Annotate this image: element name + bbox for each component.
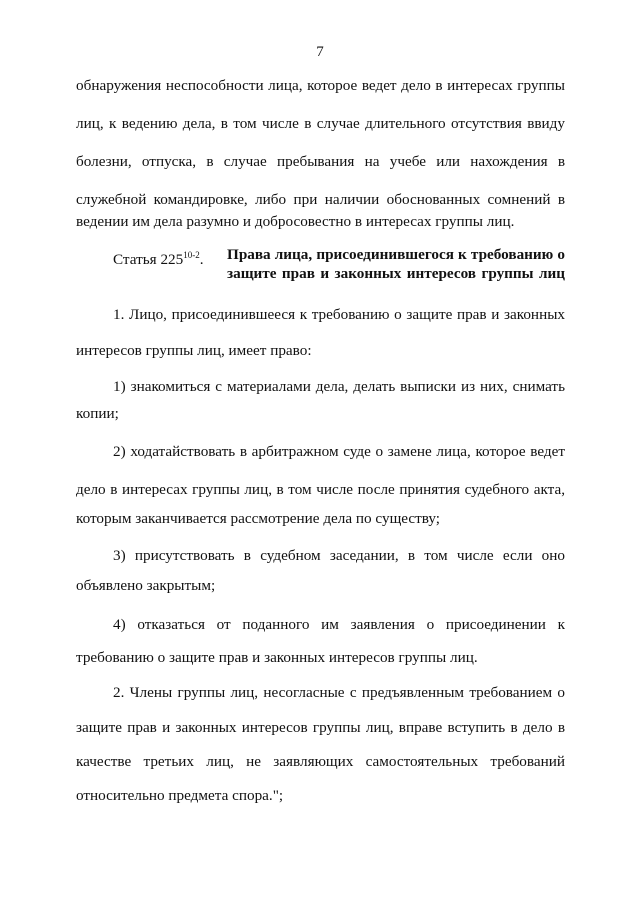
- body-line: 1. Лицо, присоединившееся к требованию о защите прав и законных: [113, 306, 565, 323]
- page-number: 7: [316, 44, 324, 60]
- article-dot: .: [199, 251, 204, 268]
- body-line: защите прав и законных интересов группы лиц, вправе вступить в дело в: [76, 719, 565, 736]
- intro-line: служебной командировке, либо при наличии обоснованных сомнений в: [76, 191, 565, 208]
- article-superscript: 10-2: [183, 250, 200, 260]
- intro-line: лиц, к ведению дела, в том числе в случае длительного отсутствия ввиду: [76, 115, 565, 132]
- body-line: 1) знакомиться с материалами дела, делать выписки из них, снимать: [113, 378, 565, 395]
- article-title-line: Права лица, присоединившегося к требованию о: [227, 246, 565, 263]
- article-title-line: защите прав и законных интересов группы лиц: [227, 265, 565, 282]
- body-line: 4) отказаться от поданного им заявления о присоединении к: [113, 616, 565, 633]
- article-label: [113, 245, 204, 270]
- body-line: которым заканчивается рассмотрение дела по существу;: [76, 510, 441, 527]
- intro-line: обнаружения неспособности лица, которое ведет дело в интересах группы: [76, 77, 565, 94]
- body-line: требованию о защите прав и законных интересов группы лиц.: [76, 649, 478, 666]
- body-line: дело в интересах группы лиц, в том числе после принятия судебного акта,: [76, 481, 565, 498]
- body-line: копии;: [76, 405, 119, 422]
- body-line: 3) присутствовать в судебном заседании, в том числе если оно: [113, 547, 565, 564]
- body-line: объявлено закрытым;: [76, 577, 216, 594]
- body-line: интересов группы лиц, имеет право:: [76, 342, 312, 359]
- body-line: 2. Члены группы лиц, несогласные с предъявленным требованием о: [113, 684, 565, 701]
- intro-line: ведении им дела разумно и добросовестно в интересах группы лиц.: [76, 213, 515, 230]
- article-number: Статья 225: [113, 251, 184, 268]
- body-line: 2) ходатайствовать в арбитражном суде о замене лица, которое ведет: [113, 443, 565, 460]
- intro-line: болезни, отпуска, в случае пребывания на учебе или нахождения в: [76, 153, 565, 170]
- body-line: относительно предмета спора.";: [76, 787, 284, 804]
- body-line: качестве третьих лиц, не заявляющих самостоятельных требований: [76, 753, 565, 770]
